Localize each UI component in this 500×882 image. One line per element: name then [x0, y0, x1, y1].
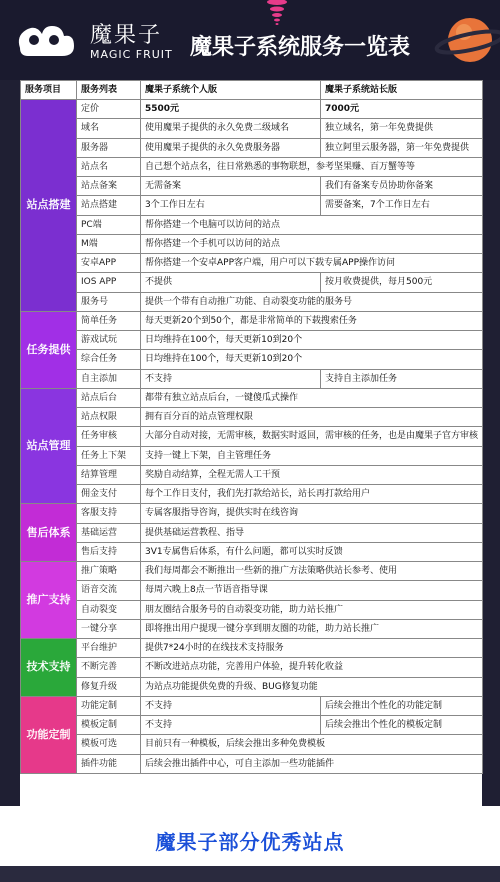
service-item-name: 定价 [77, 100, 141, 119]
header-service-list: 服务列表 [77, 81, 141, 100]
service-item-name: M端 [77, 234, 141, 253]
service-personal-value: 5500元 [141, 100, 321, 119]
service-item-name: 站点搭建 [77, 196, 141, 215]
service-description-both: 目前只有一种模板，后续会推出多种免费模板 [141, 735, 483, 754]
category-label-custom: 功能定制 [21, 696, 77, 773]
table-row [21, 600, 483, 619]
table-row [21, 273, 483, 292]
table-row [21, 504, 483, 523]
service-item-name: 一键分享 [77, 619, 141, 638]
table-header-row [21, 81, 483, 100]
table-row [21, 408, 483, 427]
service-item-name: 站点后台 [77, 388, 141, 407]
service-description-both: 专属客服指导咨询，提供实时在线咨询 [141, 504, 483, 523]
table-row [21, 619, 483, 638]
service-item-name: 功能定制 [77, 696, 141, 715]
table-row [21, 716, 483, 735]
service-pro-value: 后续会推出个性化的模板定制 [321, 716, 483, 735]
table-row [21, 292, 483, 311]
service-pro-value: 独立阿里云服务器，第一年免费提供 [321, 138, 483, 157]
service-pro-value: 需要备案，7个工作日左右 [321, 196, 483, 215]
logo-english-name: MAGIC FRUIT [90, 48, 173, 61]
table-row [21, 388, 483, 407]
table-row [21, 677, 483, 696]
service-description-both: 奖励自动结算，全程无需人工干预 [141, 465, 483, 484]
service-personal-value: 不支持 [141, 696, 321, 715]
service-item-name: 客服支持 [77, 504, 141, 523]
service-pro-value: 独立域名，第一年免费提供 [321, 119, 483, 138]
header-service-category: 服务项目 [21, 81, 77, 100]
service-description-both: 3V1专属售后体系，有什么问题，都可以实时反馈 [141, 542, 483, 561]
service-item-name: 售后支持 [77, 542, 141, 561]
category-label-task: 任务提供 [21, 311, 77, 388]
table-row [21, 542, 483, 561]
service-item-name: 任务上下架 [77, 446, 141, 465]
table-row [21, 581, 483, 600]
service-item-name: 模板可选 [77, 735, 141, 754]
table-row [21, 177, 483, 196]
table-row [21, 350, 483, 369]
table-row [21, 658, 483, 677]
table-row [21, 100, 483, 119]
table-body [21, 100, 483, 774]
service-item-name: 自主添加 [77, 369, 141, 388]
service-description-both: 即将推出用户提现一键分享到朋友圈的功能，助力站长推广 [141, 619, 483, 638]
service-pro-value: 7000元 [321, 100, 483, 119]
service-description-both: 拥有百分百的站点管理权限 [141, 408, 483, 427]
service-item-name: IOS APP [77, 273, 141, 292]
service-item-name: PC端 [77, 215, 141, 234]
service-item-name: 模板定制 [77, 716, 141, 735]
fruit-logo-icon [14, 18, 78, 60]
service-description-both: 不断改进站点功能，完善用户体验，提升转化收益 [141, 658, 483, 677]
service-item-name: 推广策略 [77, 562, 141, 581]
service-item-name: 不断完善 [77, 658, 141, 677]
table-row [21, 196, 483, 215]
service-item-name: 简单任务 [77, 311, 141, 330]
table-row [21, 138, 483, 157]
service-item-name: 服务号 [77, 292, 141, 311]
service-description-both: 每周六晚上8点一节语音指导课 [141, 581, 483, 600]
service-description-both: 日均维持在100个，每天更新10到20个 [141, 331, 483, 350]
table-row [21, 446, 483, 465]
table-row [21, 311, 483, 330]
table-row [21, 754, 483, 773]
service-item-name: 平台维护 [77, 639, 141, 658]
service-item-name: 修复升级 [77, 677, 141, 696]
category-label-tech: 技术支持 [21, 639, 77, 697]
service-item-name: 站点权限 [77, 408, 141, 427]
service-description-both: 提供基础运营教程、指导 [141, 523, 483, 542]
service-item-name: 安卓APP [77, 254, 141, 273]
service-description-both: 每天更新20个到50个，都是非常简单的下载搜索任务 [141, 311, 483, 330]
service-item-name: 站点备案 [77, 177, 141, 196]
service-description-both: 帮你搭建一个安卓APP客户端，用户可以下载专属APP操作访问 [141, 254, 483, 273]
service-item-name: 服务器 [77, 138, 141, 157]
service-description-both: 提供一个带有自动推广功能、自动裂变功能的服务号 [141, 292, 483, 311]
tornado-icon [266, 0, 288, 26]
service-item-name: 域名 [77, 119, 141, 138]
table-row [21, 119, 483, 138]
service-description-both: 自己想个站点名，往日常熟悉的事物联想，参考坚果赚、百万蟹等等 [141, 157, 483, 176]
service-description-both: 朋友圈结合服务号的自动裂变功能，助力站长推广 [141, 600, 483, 619]
service-pro-value: 后续会推出个性化的功能定制 [321, 696, 483, 715]
table-row [21, 215, 483, 234]
service-personal-value: 不支持 [141, 716, 321, 735]
service-description-both: 日均维持在100个，每天更新10到20个 [141, 350, 483, 369]
table-row [21, 696, 483, 715]
planet-icon [434, 10, 500, 72]
featured-sites-title: 魔果子部分优秀站点 [155, 830, 345, 854]
service-description-both: 为站点功能提供免费的升级、BUG修复功能 [141, 677, 483, 696]
header-pro-edition: 魔果子系统站长版 [321, 81, 483, 100]
table-row [21, 234, 483, 253]
table-row [21, 735, 483, 754]
service-personal-value: 不支持 [141, 369, 321, 388]
service-item-name: 基础运营 [77, 523, 141, 542]
category-label-after: 售后体系 [21, 504, 77, 562]
table-row [21, 465, 483, 484]
service-description-both: 我们每周都会不断推出一些新的推广方法策略供站长参考、使用 [141, 562, 483, 581]
table-row [21, 562, 483, 581]
table-row [21, 254, 483, 273]
category-label-site: 站点搭建 [21, 100, 77, 312]
footer-bar [0, 866, 500, 882]
header-banner [0, 0, 500, 80]
service-item-name: 语音交流 [77, 581, 141, 600]
table-row [21, 369, 483, 388]
service-description-both: 每个工作日支付，我们先打款给站长，站长再打款给用户 [141, 485, 483, 504]
service-description-both: 帮你搭建一个手机可以访问的站点 [141, 234, 483, 253]
service-personal-value: 不提供 [141, 273, 321, 292]
service-pro-value: 我们有备案专员协助你备案 [321, 177, 483, 196]
service-table [20, 80, 483, 774]
service-pro-value: 按月收费提供，每月500元 [321, 273, 483, 292]
logo-chinese-name: 魔果子 [90, 23, 163, 48]
service-description-both: 大部分自动对接，无需审核，数据实时返回，需审核的任务，也是由魔果子官方审核 [141, 427, 483, 446]
service-item-name: 自动裂变 [77, 600, 141, 619]
service-description-both: 提供7*24小时的在线技术支持服务 [141, 639, 483, 658]
service-item-name: 任务审核 [77, 427, 141, 446]
service-personal-value: 无需备案 [141, 177, 321, 196]
service-item-name: 综合任务 [77, 350, 141, 369]
service-personal-value: 使用魔果子提供的永久免费服务器 [141, 138, 321, 157]
service-personal-value: 使用魔果子提供的永久免费二级域名 [141, 119, 321, 138]
table-row [21, 485, 483, 504]
page-title: 魔果子系统服务一览表 [190, 35, 411, 60]
table-row [21, 427, 483, 446]
service-description-both: 都带有独立站点后台，一键傻瓜式操作 [141, 388, 483, 407]
table-row [21, 157, 483, 176]
service-item-name: 游戏试玩 [77, 331, 141, 350]
service-pro-value: 支持自主添加任务 [321, 369, 483, 388]
table-row [21, 523, 483, 542]
service-description-both: 支持一键上下架，自主管理任务 [141, 446, 483, 465]
service-table-sheet [20, 80, 482, 806]
table-row [21, 639, 483, 658]
table-row [21, 331, 483, 350]
category-label-promo: 推广支持 [21, 562, 77, 639]
header-personal-edition: 魔果子系统个人版 [141, 81, 321, 100]
service-personal-value: 3个工作日左右 [141, 196, 321, 215]
service-item-name: 结算管理 [77, 465, 141, 484]
service-description-both: 后续会推出插件中心，可自主添加一些功能插件 [141, 754, 483, 773]
service-item-name: 插件功能 [77, 754, 141, 773]
footer-section [0, 806, 500, 882]
service-item-name: 佣金支付 [77, 485, 141, 504]
service-item-name: 站点名 [77, 157, 141, 176]
category-label-admin: 站点管理 [21, 388, 77, 504]
service-description-both: 帮你搭建一个电脑可以访问的站点 [141, 215, 483, 234]
